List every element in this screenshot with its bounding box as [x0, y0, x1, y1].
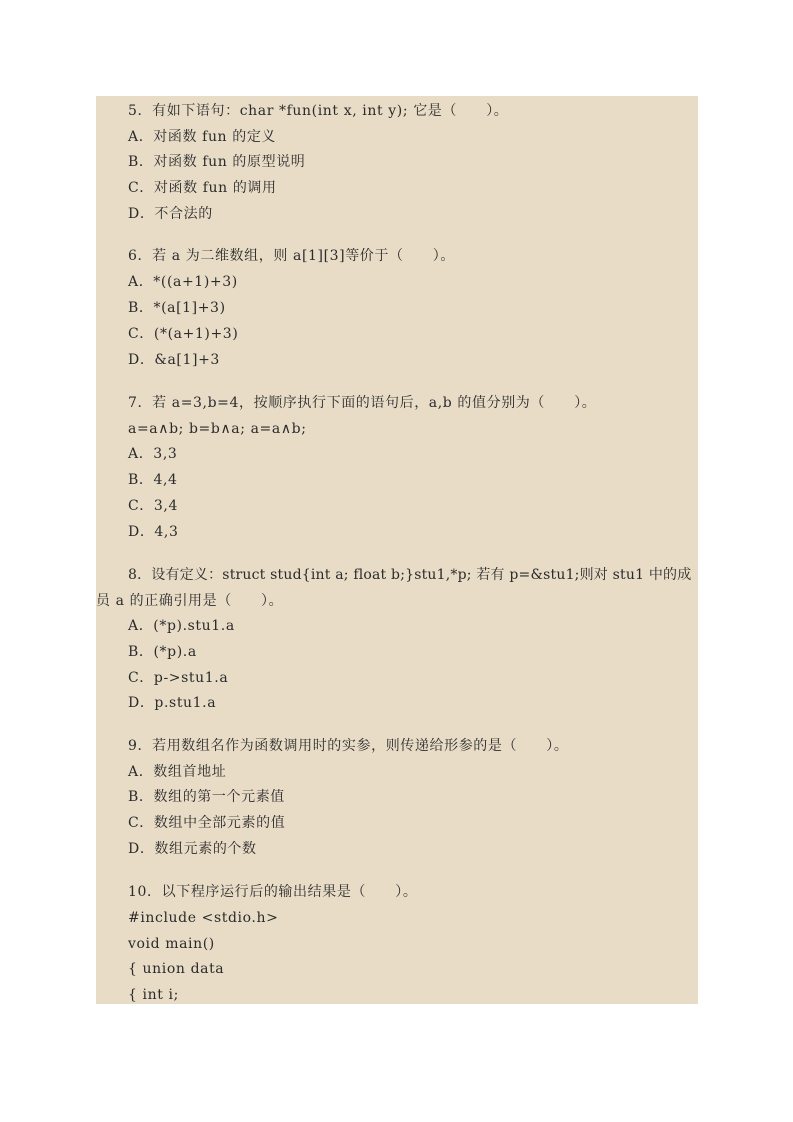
question-6-option-d: D．&a[1]+3 [128, 352, 220, 368]
question-8-option-c: C．p->stu1.a [128, 670, 229, 686]
question-10-code-line: { union data [128, 961, 225, 977]
question-10-code-line: #include <stdio.h> [128, 910, 279, 926]
question-7-option-a: A．3,3 [128, 446, 178, 462]
question-8-option-d: D．p.stu1.a [128, 695, 217, 711]
question-6-option-a: A．*((a+1)+3) [128, 274, 238, 290]
question-10-code-line: { int i; [128, 987, 179, 1003]
question-9-option-a: A．数组首地址 [128, 764, 227, 780]
question-page [96, 96, 698, 1004]
question-8-stem-continuation: 员 a 的正确引用是（ ）。 [96, 593, 284, 609]
question-7-stem: 7．若 a=3,b=4，按顺序执行下面的语句后，a,b 的值分别为（ ）。 [128, 395, 597, 411]
question-7-option-d: D．4,3 [128, 524, 179, 540]
question-8-stem: 8．设有定义：struct stud{int a; float b;}stu1,*p; 若有 p=&stu1;则对 stu1 中的成 [128, 567, 692, 583]
question-6-stem: 6．若 a 为二维数组，则 a[1][3]等价于（ ）。 [128, 248, 456, 264]
question-6-option-b: B．*(a[1]+3) [128, 300, 226, 316]
question-6-option-c: C．(*(a+1)+3) [128, 326, 239, 342]
question-5-option-a: A．对函数 fun 的定义 [128, 129, 277, 145]
question-9-option-d: D．数组元素的个数 [128, 841, 257, 857]
question-7-code: a=a∧b; b=b∧a; a=a∧b; [128, 421, 307, 437]
question-9-stem: 9．若用数组名作为函数调用时的实参，则传递给形参的是（ ）。 [128, 738, 569, 754]
question-5-option-d: D．不合法的 [128, 206, 213, 222]
question-5-option-c: C．对函数 fun 的调用 [128, 180, 277, 196]
question-7-option-c: C．3,4 [128, 498, 178, 514]
question-8-option-a: A．(*p).stu1.a [128, 618, 235, 634]
question-7-option-b: B．4,4 [128, 472, 178, 488]
question-10-code-line: void main() [128, 936, 215, 952]
question-5-stem: 5．有如下语句：char *fun(int x, int y); 它是（ ）。 [128, 103, 509, 119]
question-8-option-b: B．(*p).a [128, 644, 197, 660]
question-5-option-b: B．对函数 fun 的原型说明 [128, 154, 306, 170]
question-10-stem: 10．以下程序运行后的输出结果是（ ）。 [128, 884, 418, 900]
question-9-option-b: B．数组的第一个元素值 [128, 789, 285, 805]
question-9-option-c: C．数组中全部元素的值 [128, 815, 286, 831]
